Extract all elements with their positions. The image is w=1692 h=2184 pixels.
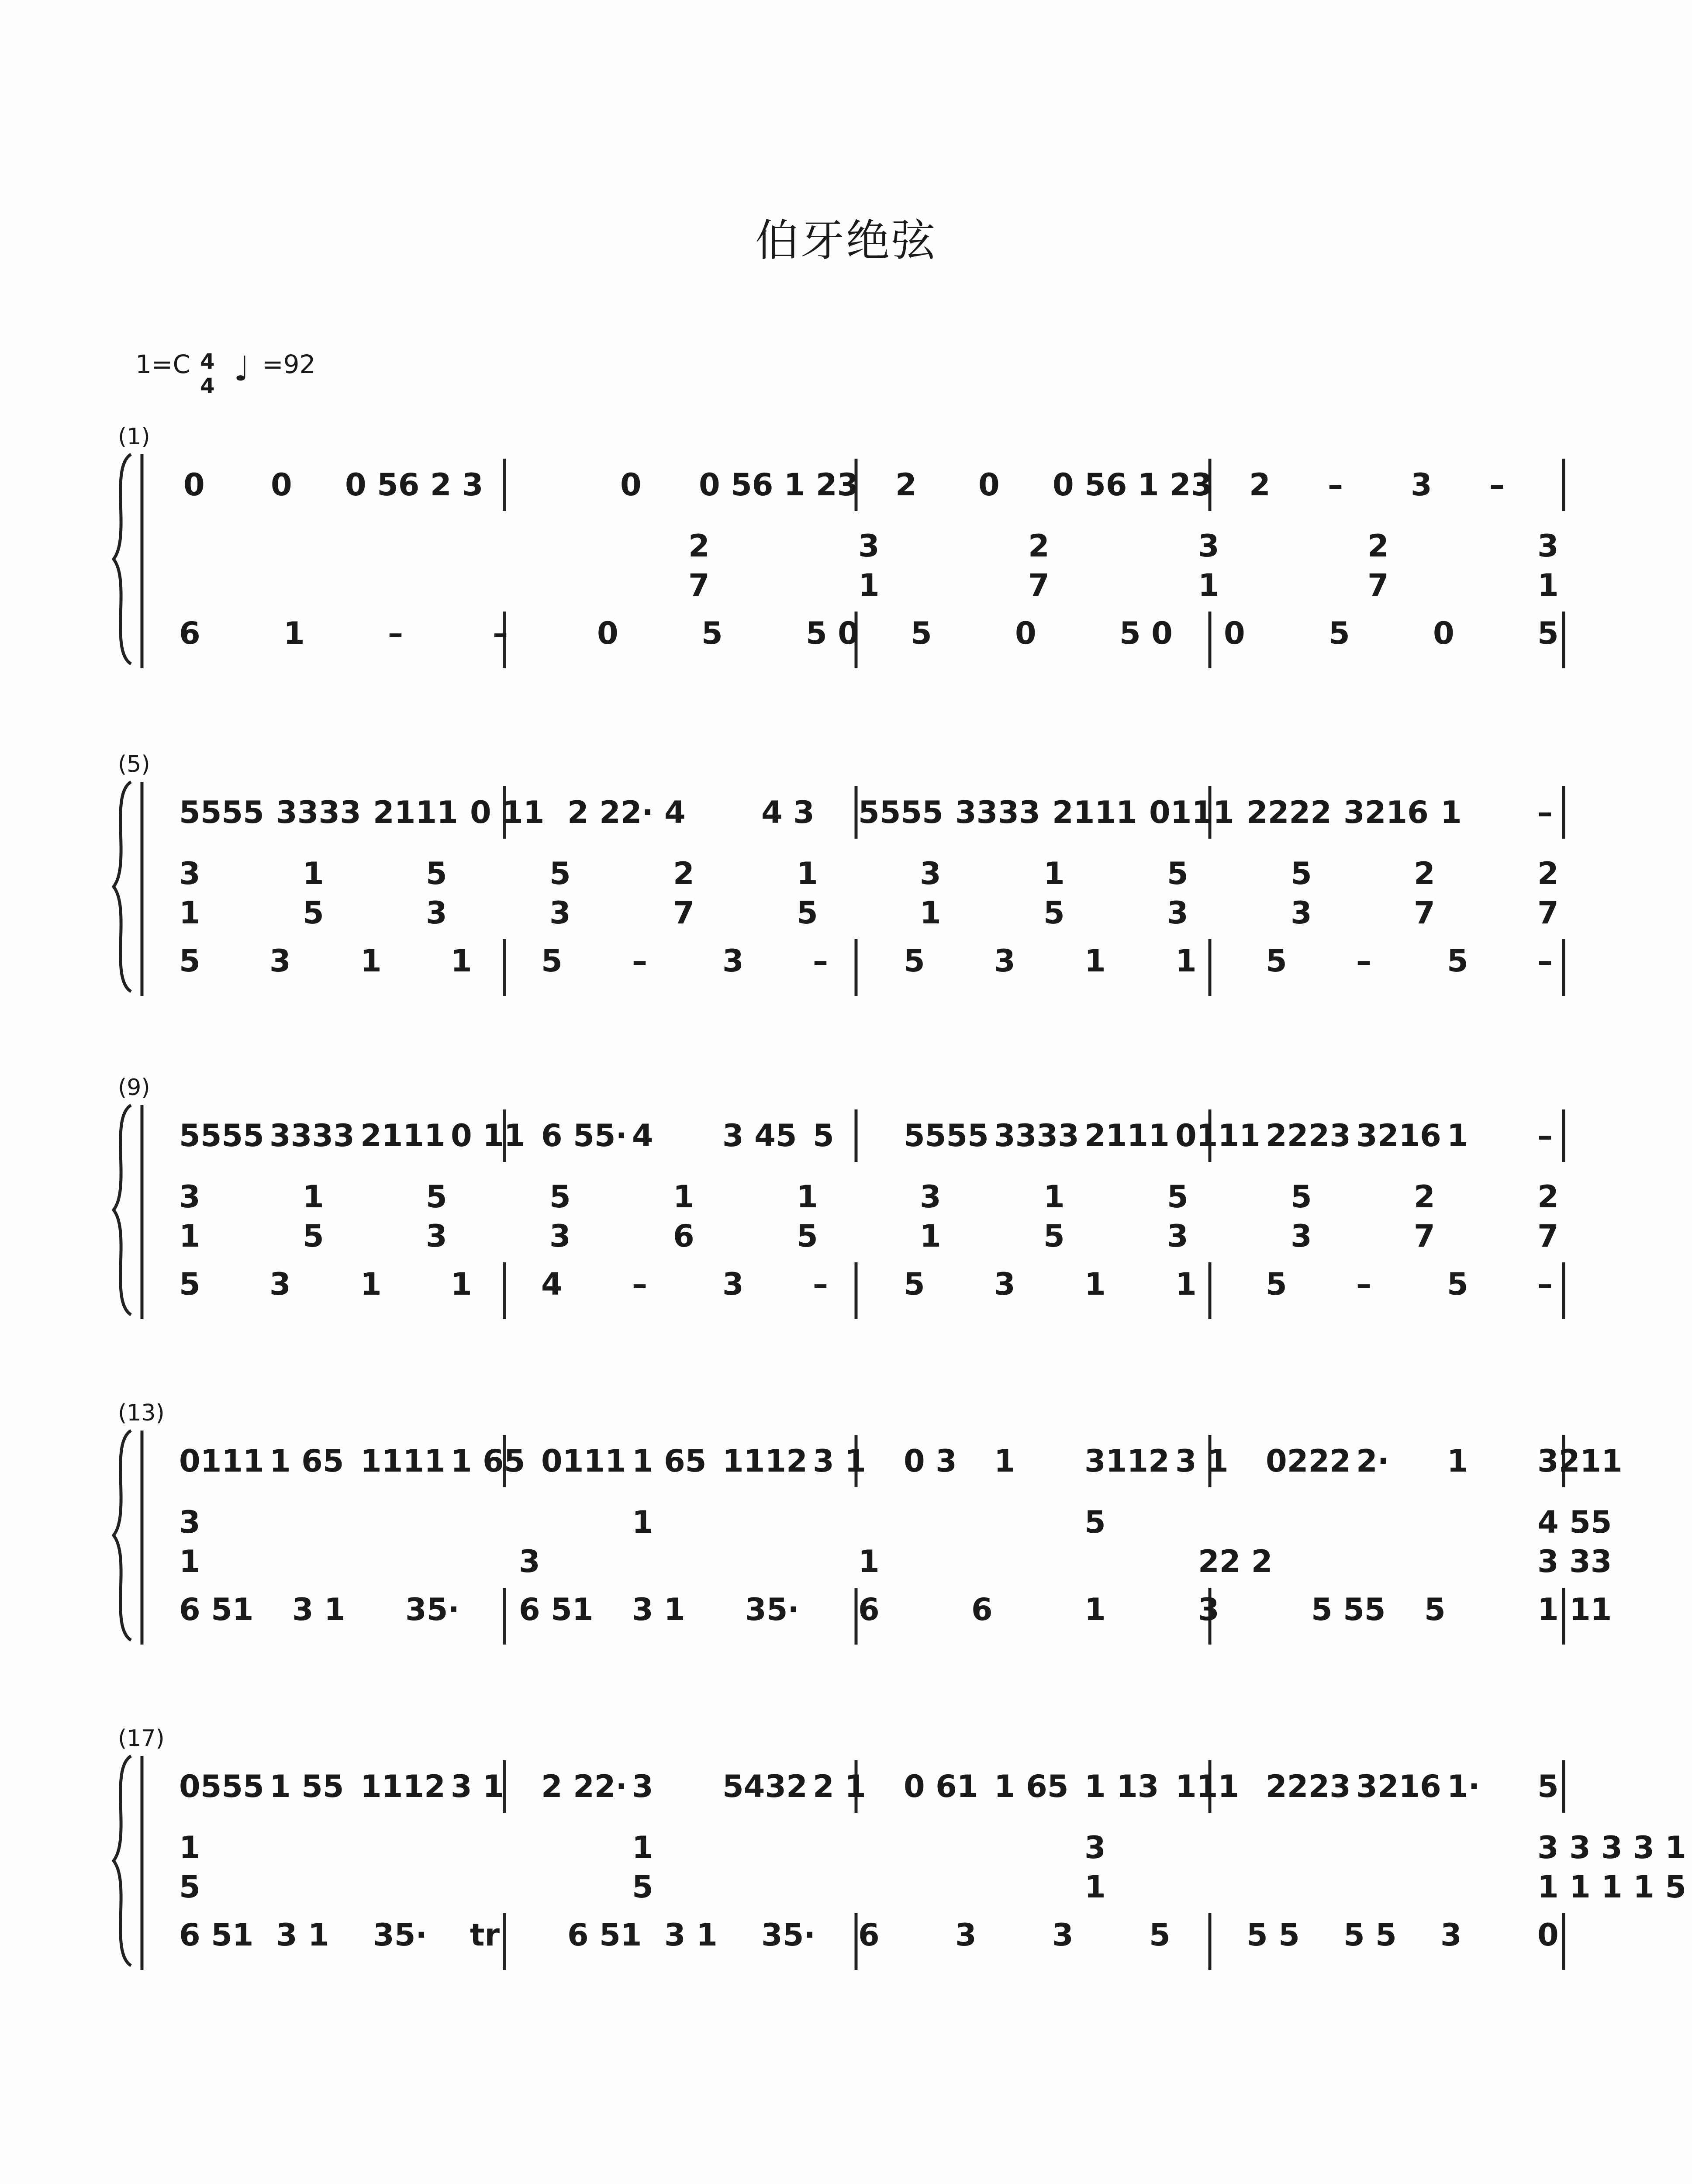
note-group: 5 [179,1266,200,1302]
note-group: 5 5 [1343,1917,1397,1953]
note-group: 6 [971,1592,993,1628]
notation-row [0,566,1692,618]
note-group: 5 [179,943,200,979]
note-group: 1 13 [1084,1769,1159,1804]
note-group: 0111 [541,1443,626,1479]
note-group: 4 [664,795,686,830]
note-group: 6 [858,1592,880,1628]
note-group: 3 [1537,528,1559,564]
note-group: 3 [179,1504,200,1540]
note-group: 5 [797,895,818,931]
note-group: 3 1 [632,1592,685,1628]
note-group: 1 1 1 1 5 [1537,1869,1687,1905]
note-group: 35· [745,1592,800,1628]
note-group: 3112 [1084,1443,1170,1479]
note-group: 5 [549,856,571,892]
note-group: 3 [179,856,200,892]
staff-system [0,751,1692,1013]
note-group: 6 51 [567,1917,642,1953]
note-group: 3 1 [813,1443,866,1479]
note-group: 5 [426,856,447,892]
note-group: 5 [1043,1218,1065,1254]
note-group: 0111 [1175,1118,1260,1154]
note-group: 3333 [269,1118,355,1154]
note-group: 1 65 [994,1769,1069,1804]
note-group: 2 [1367,528,1389,564]
note-group: 5 [1167,1179,1188,1215]
note-group: 5 [1447,1266,1468,1302]
note-group: 3 [955,1917,977,1953]
note-group: – [813,1266,828,1302]
note-group: 5 [797,1218,818,1254]
note-group: 6 [673,1218,694,1254]
note-group: 1 [920,1218,941,1254]
note-group: 1 [360,943,382,979]
note-group: 5 55 [1311,1592,1386,1628]
note-group: 1 [303,1179,324,1215]
notation-row [0,614,1692,666]
note-group: – [1489,467,1505,503]
note-group: 2 [673,856,694,892]
note-group: 5 [1084,1504,1106,1540]
note-group: 5 [813,1118,834,1154]
note-group: 4 [632,1118,653,1154]
note-group: 1 [179,1830,200,1866]
note-group: 1 [1440,795,1462,830]
note-group: 5 [904,943,925,979]
note-group: – [1537,1118,1553,1154]
note-group: 7 [688,567,710,603]
note-group: 2 22· [541,1769,628,1804]
note-group: 1 [632,1830,653,1866]
note-group: 0 [1015,615,1036,651]
note-group: 2 [1028,528,1050,564]
note-group: 5 [1266,1266,1287,1302]
note-group: 5 [303,1218,324,1254]
note-group: 3 [1198,1592,1219,1628]
note-group: 5555 [858,795,943,830]
note-group: 35· [373,1917,428,1953]
note-group: 1 [360,1266,382,1302]
note-group: 2111 [1052,795,1137,830]
note-group: 7 [1537,895,1559,931]
note-group: 0 56 2 3 [345,467,483,503]
note-group: 1 [632,1504,653,1540]
note-group: 1· [1447,1769,1480,1804]
note-group: 111 [1175,1769,1240,1804]
note-group: 5 [701,615,723,651]
note-group: 1 65 [451,1443,525,1479]
note-group: 3 [858,528,880,564]
note-group: 0111 [1149,795,1234,830]
note-group: – [493,615,508,651]
note-group: 3 1 [1175,1443,1229,1479]
staff-system [0,1075,1692,1337]
key-signature: 1=C [135,349,190,379]
note-group: 1112 [722,1443,808,1479]
notation-row [0,1767,1692,1819]
note-group: 7 [1414,895,1435,931]
note-group: 0 [1537,1917,1559,1953]
note-group: 3 [722,1266,744,1302]
note-group: 3 3 3 3 1 [1537,1830,1687,1866]
tempo-value: =92 [262,349,316,379]
note-group: 3 [1198,528,1219,564]
note-group: 5 [1266,943,1287,979]
note-group: 1 65 [632,1443,707,1479]
note-group: 3 [519,1544,540,1579]
note-group: 7 [1028,567,1050,603]
note-group: 5 [1424,1592,1446,1628]
note-group: 5 [426,1179,447,1215]
note-group: – [1537,943,1553,979]
note-group: 1 [303,856,324,892]
note-group: 3 45 [722,1118,797,1154]
note-group: 5 [632,1869,653,1905]
note-group: 3 [426,895,447,931]
note-group: 5 [1149,1917,1171,1953]
note-group: 0 [183,467,205,503]
note-group: 0 56 1 23 [699,467,859,503]
time-signature [199,349,216,398]
note-group: 1 [1084,1592,1106,1628]
note-group: 3 1 [451,1769,504,1804]
note-group: 1 [994,1443,1015,1479]
note-group: 1 [451,1266,472,1302]
notation-row [0,1867,1692,1920]
note-group: 3 [920,856,941,892]
note-group: 0 11 [451,1118,525,1154]
note-group: 6 55· [541,1118,628,1154]
note-group: 3 [1084,1830,1106,1866]
note-group: 2 [688,528,710,564]
note-group: 5555 [904,1118,989,1154]
note-group: 3216 [1356,1118,1441,1154]
note-group: 0 [1433,615,1454,651]
note-group: 0 [597,615,618,651]
note-group: 1 [1084,1266,1106,1302]
note-group: 5 0 [806,615,859,651]
note-group: 0 3 [904,1443,957,1479]
note-group: 1 65 [269,1443,344,1479]
note-group: – [1328,467,1343,503]
score-title: 伯牙绝弦 [755,215,937,266]
note-group: 1 [1084,1869,1106,1905]
note-group: 2111 [360,1118,445,1154]
note-group: 3 [1167,895,1188,931]
staff-system [0,1725,1692,1987]
note-group: 5 [1447,943,1468,979]
note-group: 1 [673,1179,694,1215]
note-group: 35· [761,1917,816,1953]
note-group: 3333 [994,1118,1079,1154]
note-group: 3216 [1343,795,1429,830]
measure-number: (17) [118,1725,165,1752]
note-group: 2 [1537,1179,1559,1215]
note-group: 1 [283,615,305,651]
note-group: 6 51 [519,1592,594,1628]
note-group: 0 56 1 23 [1053,467,1212,503]
note-group: 3 [1291,895,1312,931]
note-group: 0 [620,467,642,503]
note-group: – [813,943,828,979]
notation-row [0,1542,1692,1594]
note-group: 5432 [722,1769,808,1804]
notation-row [0,1216,1692,1269]
measure-number: (5) [118,751,150,778]
notation-row [0,1590,1692,1642]
note-group: 5 [1167,856,1188,892]
note-group: 3 [1052,1917,1074,1953]
note-group: 6 51 [179,1592,254,1628]
note-group: 5 [303,895,324,931]
note-group: – [388,615,403,651]
measure-number: (13) [118,1400,165,1426]
note-group: 1 [1175,1266,1197,1302]
note-group: 3 [1411,467,1432,503]
key-tempo-marking [135,349,316,402]
note-group: 2 22· [567,795,654,830]
note-group: 7 [1414,1218,1435,1254]
note-group: 3 [920,1179,941,1215]
note-group: 5 [1537,615,1559,651]
note-group: 4 3 [761,795,815,830]
note-group: 3 [994,943,1015,979]
note-group: 3 1 [664,1917,718,1953]
measure-number: (1) [118,424,150,450]
notation-row [0,465,1692,518]
note-group: 1 [1175,943,1197,979]
note-group: 7 [673,895,694,931]
note-group: 3216 [1356,1769,1441,1804]
note-group: 0111 [179,1443,264,1479]
note-group: 0 61 [904,1769,978,1804]
note-group: 4 55 [1537,1504,1612,1540]
note-group: 5555 [179,1118,264,1154]
note-group: 5 [1329,615,1350,651]
note-group: 5 [179,1869,200,1905]
note-group: 3 [269,1266,291,1302]
note-group: 2111 [1084,1118,1170,1154]
note-group: 6 51 [179,1917,254,1953]
note-group: 3 [722,943,744,979]
note-group: 4 [541,1266,563,1302]
note-group: 1 [179,895,200,931]
note-group: 1 [451,943,472,979]
note-group: 1 [1043,856,1065,892]
note-group: 3333 [276,795,361,830]
note-group: 3 [1167,1218,1188,1254]
note-group: 2 [1249,467,1271,503]
note-group: 5 [1291,856,1312,892]
note-group: 2111 [373,795,458,830]
note-group: 0555 [179,1769,264,1804]
note-group: 3 1 [292,1592,345,1628]
note-group: – [1356,943,1371,979]
note-group: 1 [1043,1179,1065,1215]
note-group: 5 [541,943,563,979]
note-group: 5 [1537,1769,1559,1804]
note-group: 3 [549,1218,571,1254]
note-group: – [1537,1266,1553,1302]
note-group: tr [470,1917,500,1953]
note-group: 2 [895,467,917,503]
staff-system [0,424,1692,686]
note-group: 35· [405,1592,460,1628]
notation-row [0,1265,1692,1317]
time-top: 4 [200,349,215,374]
note-group: 2222 [1247,795,1332,830]
note-group: 0 [978,467,1000,503]
note-group: 1 [920,895,941,931]
note-group: 5 [911,615,932,651]
note-group: 2 1 [813,1769,866,1804]
note-group: 1 [179,1218,200,1254]
note-group: 5555 [179,795,264,830]
staff-system [0,1400,1692,1662]
note-group: 5 [549,1179,571,1215]
note-group: 3 [632,1769,653,1804]
note-group: 3 [269,943,291,979]
notation-row [0,793,1692,845]
note-group: 2 [1537,856,1559,892]
note-group: 1111 [360,1443,445,1479]
note-group: 1 [858,567,880,603]
note-group: 1 [1084,943,1106,979]
notation-row [0,1915,1692,1968]
note-group: 1 [1447,1118,1468,1154]
note-group: 7 [1537,1218,1559,1254]
note-group: 22 2 [1198,1544,1273,1579]
note-group: – [1537,795,1553,830]
notation-row [0,941,1692,994]
quarter-note-icon: ♩ [234,349,250,389]
note-group: 6 [179,615,200,651]
note-group: 1 11 [1537,1592,1612,1628]
note-group: 0 11 [470,795,545,830]
note-group: 1112 [360,1769,445,1804]
note-group: – [632,1266,647,1302]
note-group: 1 [1537,567,1559,603]
notation-row [0,1116,1692,1168]
notation-row [0,893,1692,946]
note-group: 5 0 [1119,615,1173,651]
note-group: – [632,943,647,979]
note-group: 0222 [1266,1443,1351,1479]
note-group: 5 [904,1266,925,1302]
note-group: 0 [1224,615,1245,651]
note-group: 2 [1414,856,1435,892]
note-group: 5 [1043,895,1065,931]
note-group: 1 [858,1544,880,1579]
note-group: 3 [426,1218,447,1254]
note-group: 1 [179,1544,200,1579]
note-group: 6 [858,1917,880,1953]
note-group: 2223 [1266,1118,1351,1154]
note-group: 3 [179,1179,200,1215]
note-group: 1 [797,1179,818,1215]
note-group: 3 33 [1537,1544,1612,1579]
time-bottom: 4 [200,374,215,398]
note-group: 3333 [955,795,1040,830]
note-group: 5 5 [1247,1917,1300,1953]
notation-row [0,1441,1692,1494]
note-group: 2223 [1266,1769,1351,1804]
note-group: 3 [1291,1218,1312,1254]
note-group: 2· [1356,1443,1389,1479]
measure-number: (9) [118,1075,150,1101]
note-group: 5 [1291,1179,1312,1215]
note-group: 2 [1414,1179,1435,1215]
note-group: 0 [271,467,292,503]
note-group: 3 1 [276,1917,329,1953]
note-group: 3211 [1537,1443,1623,1479]
note-group: 7 [1367,567,1389,603]
note-group: 1 [1447,1443,1468,1479]
note-group: 3 [549,895,571,931]
note-group: 3 [1440,1917,1462,1953]
note-group: 1 55 [269,1769,344,1804]
note-group: – [1356,1266,1371,1302]
note-group: 1 [1198,567,1219,603]
note-group: 1 [797,856,818,892]
note-group: 3 [994,1266,1015,1302]
